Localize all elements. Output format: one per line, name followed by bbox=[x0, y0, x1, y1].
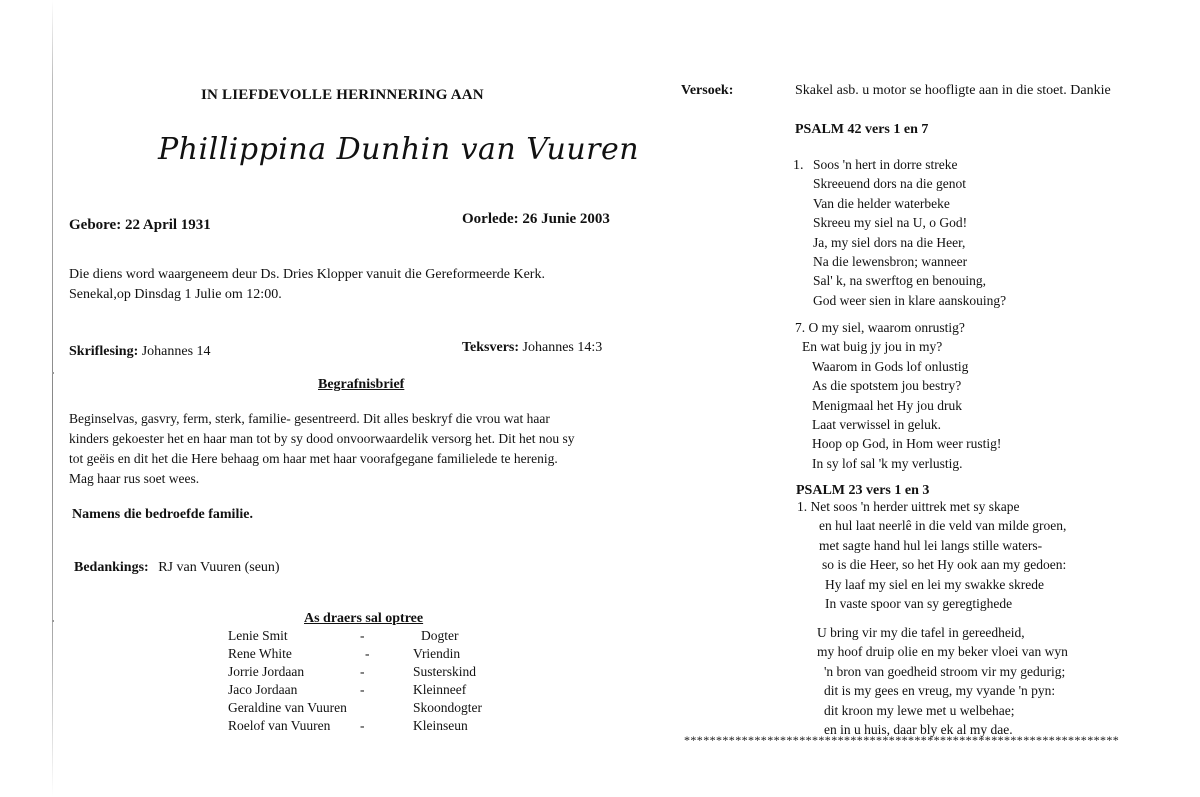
bearers-title: As draers sal optree bbox=[304, 611, 424, 626]
bearer-dash: - bbox=[360, 664, 365, 679]
bearer-dash: - bbox=[365, 646, 370, 661]
birth-value: 22 April 1931 bbox=[124, 217, 211, 233]
psalm-line: en hul laat neerlê in die veld van milde groen, bbox=[819, 518, 1067, 534]
psalm-line: God weer sien in klare aanskouing? bbox=[813, 292, 1007, 308]
thanks bbox=[74, 560, 280, 576]
psalm23-verse3 bbox=[817, 623, 1068, 739]
letter-line: tot geëis en dit het die Here behaag om haar met haar voorafgegane familielede te herenig. bbox=[69, 451, 558, 466]
psalm-line: Hoop op God, in Hom weer rustig! bbox=[812, 436, 1002, 452]
letter-line: Mag haar rus soet wees. bbox=[69, 471, 200, 486]
psalm-line: U bring vir my die tafel in gereedheid, bbox=[817, 625, 1025, 640]
death-value: 26 Junie 2003 bbox=[522, 211, 610, 227]
psalm-line: Laat verwissel in geluk. bbox=[812, 416, 941, 432]
service-line-1: Die diens word waargeneem deur Ds. Dries Klopper vanuit die Gereformeerde Kerk. bbox=[69, 267, 545, 282]
psalm-line: In vaste spoor van sy geregtighede bbox=[825, 595, 1013, 611]
death-label: Oorlede: bbox=[462, 211, 519, 227]
bearer-relation: Dogter bbox=[421, 628, 459, 643]
scan-speck bbox=[52, 620, 54, 622]
footer-stars: ******************************************************************** bbox=[684, 733, 1120, 747]
birth-label: Gebore: bbox=[69, 217, 122, 233]
psalm-line: As die spotstem jou bestry? bbox=[812, 378, 962, 394]
psalm-line: Soos 'n hert in dorre streke bbox=[813, 157, 958, 172]
bearer-dash: - bbox=[360, 682, 365, 697]
bearer-relation: Skoondogter bbox=[413, 700, 482, 715]
bearer-name: Lenie Smit bbox=[228, 628, 288, 643]
psalm42-title: PSALM 42 vers 1 en 7 bbox=[795, 122, 929, 137]
psalm-line: Menigmaal het Hy jou druk bbox=[812, 397, 962, 413]
psalm-line: Skreeuend dors na die genot bbox=[813, 176, 966, 192]
request-text: Skakel asb. u motor se hoofligte aan in die stoet. Dankie bbox=[795, 83, 1111, 98]
psalm-line: 7. O my siel, waarom onrustig? bbox=[795, 320, 965, 335]
bearer-relation: Kleinneef bbox=[413, 682, 467, 697]
bearer-name: Jorrie Jordaan bbox=[228, 664, 305, 679]
psalm-line: In sy lof sal 'k my verlustig. bbox=[812, 455, 963, 471]
psalm-line: Na die lewensbron; wanneer bbox=[813, 253, 968, 269]
letter-line: Beginselvas, gasvry, ferm, sterk, familie- gesentreerd. Dit alles beskryf die vrou wat haar bbox=[69, 411, 550, 426]
bearer-name: Rene White bbox=[228, 646, 292, 661]
psalm-line: so is die Heer, so het Hy ook aan my gedoen: bbox=[822, 557, 1067, 573]
bearer-name: Jaco Jordaan bbox=[228, 682, 298, 697]
psalm-line: Waarom in Gods lof onlustig bbox=[812, 358, 969, 374]
bearer-name: Geraldine van Vuuren bbox=[228, 700, 347, 715]
bearer-dash: - bbox=[360, 628, 365, 643]
request-label: Versoek: bbox=[681, 83, 734, 98]
psalm42-verse1-number: 1. bbox=[793, 158, 804, 173]
psalm-line: dit kroon my lewe met u welbehae; bbox=[824, 702, 1015, 718]
thanks-value: RJ van Vuuren (seun) bbox=[158, 560, 280, 575]
reading-value: Johannes 14 bbox=[141, 344, 211, 359]
bearer-relation: Kleinseun bbox=[413, 718, 468, 733]
memorial-heading: IN LIEFDEVOLLE HERINNERING AAN bbox=[201, 87, 484, 103]
psalm23-verse1 bbox=[797, 497, 1066, 613]
psalm-line: my hoof druip olie en my beker vloei van wyn bbox=[817, 644, 1068, 660]
family-signoff: Namens die bedroefde familie. bbox=[72, 507, 253, 522]
bearer-relation: Vriendin bbox=[413, 646, 461, 661]
birth-date bbox=[69, 217, 211, 234]
reading-label: Skriflesing: bbox=[69, 344, 139, 359]
psalm-line: dit is my gees en vreug, my vyande 'n pyn: bbox=[824, 683, 1056, 699]
scan-speck bbox=[52, 372, 54, 374]
letter-title: Begrafnisbrief bbox=[318, 377, 405, 392]
text-verse bbox=[462, 340, 602, 356]
psalm-line: Skreeu my siel na U, o God! bbox=[813, 215, 968, 231]
deceased-name: Phillippina Dunhin van Vuuren bbox=[158, 132, 640, 167]
service-line-2: Senekal,op Dinsdag 1 Julie om 12:00. bbox=[69, 287, 282, 302]
psalm23-title: PSALM 23 vers 1 en 3 bbox=[796, 483, 930, 498]
psalm-line: 1. Net soos 'n herder uittrek met sy skape bbox=[797, 499, 1020, 514]
psalm-line: Ja, my siel dors na die Heer, bbox=[813, 234, 966, 250]
psalm-line: En wat buig jy jou in my? bbox=[802, 339, 943, 355]
psalm-line: met sagte hand hul lei langs stille waters- bbox=[819, 537, 1043, 553]
psalm42-verse7 bbox=[795, 318, 1001, 473]
text-verse-value: Johannes 14:3 bbox=[522, 340, 603, 355]
psalm-line: en in u huis, daar bly ek al my dae. bbox=[824, 721, 1013, 737]
psalm42-verse1 bbox=[813, 155, 1006, 310]
letter-line: kinders gekoester het en haar man tot by sy dood onvoorwaardelik versorg het. Dit het nou sy bbox=[69, 431, 575, 446]
scripture-reading bbox=[69, 344, 211, 360]
thanks-label: Bedankings: bbox=[74, 560, 149, 575]
death-date bbox=[462, 211, 610, 228]
psalm-line: Sal' k, na swerftog en benouing, bbox=[813, 273, 987, 289]
bearer-name: Roelof van Vuuren bbox=[228, 718, 331, 733]
text-verse-label: Teksvers: bbox=[462, 340, 520, 355]
bearer-dash: - bbox=[360, 718, 365, 733]
bearer-relation: Susterskind bbox=[413, 664, 477, 679]
scan-edge-line bbox=[52, 0, 53, 797]
psalm-line: Hy laaf my siel en lei my swakke skrede bbox=[825, 576, 1044, 592]
psalm-line: 'n bron van goedheid stroom vir my gedurig; bbox=[824, 663, 1066, 679]
psalm-line: Van die helder waterbeke bbox=[813, 195, 950, 211]
